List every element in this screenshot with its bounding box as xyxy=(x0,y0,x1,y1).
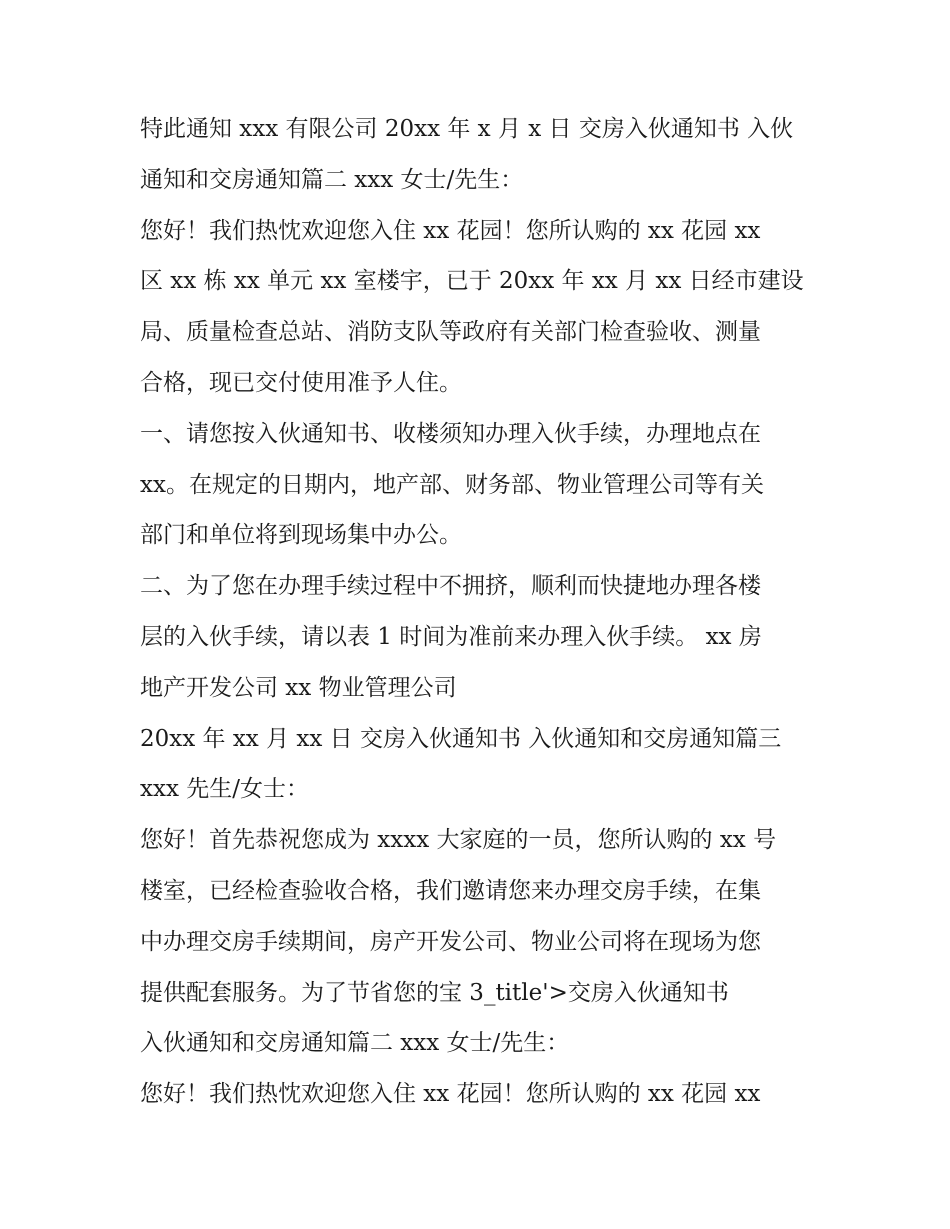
text-line: 部门和单位将到现场集中办公。 xyxy=(140,522,462,549)
text-line: 提供配套服务。为了节省您的宝 3_title'>交房入伙通知书 xyxy=(140,979,729,1006)
text-line: 入伙通知和交房通知篇二 xxx 女士/先生： xyxy=(140,1030,570,1057)
text-line: 特此通知 xxx 有限公司 20xx 年 x 月 x 日 交房入伙通知书 入伙 xyxy=(140,116,794,142)
text-line: 您好！我们热忱欢迎您入住 xx 花园！您所认购的 xx 花园 xx xyxy=(140,217,761,244)
text-line: 区 xx 栋 xx 单元 xx 室楼宇，已于 20xx 年 xx 月 xx 日经市建设 xyxy=(140,268,804,295)
text-line: 楼室，已经检查验收合格，我们邀请您来办理交房手续，在集 xyxy=(140,877,761,904)
text-line: 局、质量检查总站、消防支队等政府有关部门检查验收、测量 xyxy=(140,319,761,346)
text-line: 一、请您按入伙通知书、收楼须知办理入伙手续，办理地点在 xyxy=(140,420,761,447)
text-line: 您好！首先恭祝您成为 xxxx 大家庭的一员，您所认购的 xx 号 xyxy=(140,827,777,854)
text-line: 通知和交房通知篇二 xxx 女士/先生： xyxy=(140,166,524,193)
text-line: 您好！我们热忱欢迎您入住 xx 花园！您所认购的 xx 花园 xx xyxy=(140,1081,761,1108)
text-line: 20xx 年 xx 月 xx 日 交房入伙通知书 入伙通知和交房通知篇三 xyxy=(140,725,782,752)
text-line: 合格，现已交付使用准予人住。 xyxy=(140,369,462,396)
text-line: xxx 先生/女士： xyxy=(140,776,309,803)
text-line: 二、为了您在办理手续过程中不拥挤，顺利而快捷地办理各楼 xyxy=(140,573,761,600)
text-line: 层的入伙手续，请以表 1 时间为准前来办理入伙手续。 xx 房 xyxy=(140,623,762,650)
text-line: 地产开发公司 xx 物业管理公司 xyxy=(140,674,457,701)
text-line: xx。在规定的日期内，地产部、财务部、物业管理公司等有关 xyxy=(140,471,764,498)
text-line: 中办理交房手续期间，房产开发公司、物业公司将在现场为您 xyxy=(140,928,761,955)
document-body xyxy=(140,104,820,1120)
